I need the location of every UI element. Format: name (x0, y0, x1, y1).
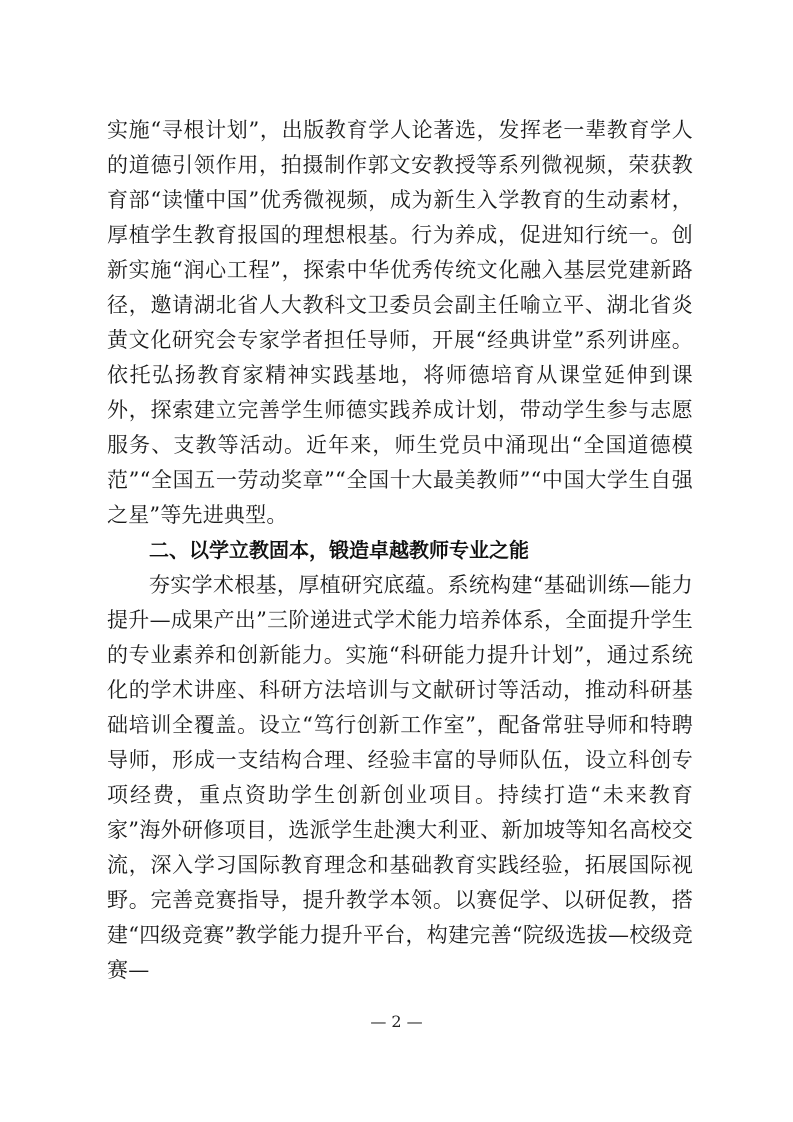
page-body (107, 113, 693, 988)
section-heading: 二、以学立教固本，锻造卓越教师专业之能 (149, 538, 529, 562)
page-number: — 2 — (370, 1012, 423, 1031)
body-paragraph: 夯实学术根基，厚植研究底蕴。系统构建“基础训练—能力提升—成果产出”三阶递进式学术能力培养体系，全面提升学生的专业素养和创新能力。实施“科研能力提升计划”，通过系统化的学术讲座、科研方法培训与文献研讨等活动，推动科研基础培训全覆盖。设立“笃行创新工作室”，配备常驻导师和特聘导师，形成一支结构合理、经验丰富的导师队伍，设立科创专项经费，重点资助学生创新创业项目。持续打造“未来教育家”海外研修项目，选派学生赴澳大利亚、新加坡等知名高校交流，深入学习国际教育理念和基础教育实践经验，拓展国际视野。完善竞赛指导，提升教学本领。以赛促学、以研促教，搭建“四级竞赛”教学能力提升平台，构建完善“院级选拔—校级竞赛— (107, 573, 693, 982)
body-paragraph-continued: 实施“寻根计划”，出版教育学人论著选，发挥老一辈教育学人的道德引领作用，拍摄制作郭文安教授等系列微视频，荣获教育部“读懂中国”优秀微视频，成为新生入学教育的生动素材，厚植学生教育报国的理想根基。行为养成，促进知行统一。创新实施“润心工程”，探索中华优秀传统文化融入基层党建新路径，邀请湖北省人大教科文卫委员会副主任喻立平、湖北省炎黄文化研究会专家学者担任导师，开展“经典讲堂”系列讲座。依托弘扬教育家精神实践基地，将师德培育从课堂延伸到课外，探索建立完善学生师德实践养成计划，带动学生参与志愿服务、支教等活动。近年来，师生党员中涌现出“全国道德模范”“全国五一劳动奖章”“全国十大最美教师”“中国大学生自强之星”等先进典型。 (107, 118, 693, 527)
